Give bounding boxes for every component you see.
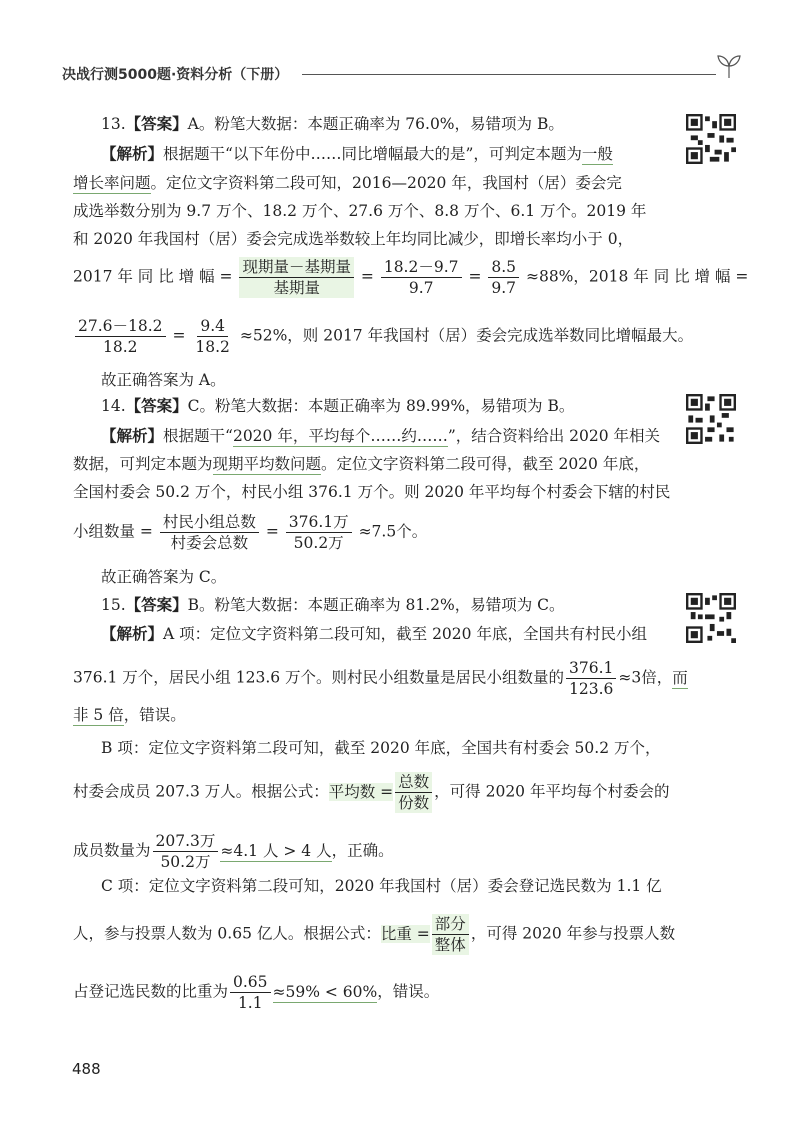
- q15-answer-line: 15.【答案】B。粉笔大数据：本题正确率为 81.2%，易错项为 C。: [101, 595, 565, 614]
- qr-code-icon[interactable]: [686, 593, 736, 643]
- fraction: $\frac{27.6-18.2}{18.2}$: [75, 316, 166, 357]
- book-title: 决战行测5000题·资料分析（下册）: [62, 67, 289, 83]
- q13-analysis-line-3: 成选举数分别为 9.7 万个、18.2 万个、27.6 万个、8.8 万个、6.1 万个。2019 年: [73, 202, 647, 220]
- fraction: $\frac{\text{村民小组总数}}{\text{村委会总数}}$: [160, 512, 259, 553]
- q13-formula-line-2: $\frac{27.6-18.2}{18.2}$ = $\frac{9.4}{18.2}$ ≈52%，则 2017 年我国村（居）委会完成选举数同比增幅最大。: [73, 316, 663, 357]
- q14-formula-line: 小组数量 = $\frac{\text{村民小组总数}}{\text{村委会总数}}$ = $\frac{\text{376.1万}}{\text{50.2万}}$ ≈7.5个。: [73, 513, 428, 552]
- q13-conclusion: 故正确答案为 A。: [101, 371, 226, 389]
- fraction: $\frac{8.5}{9.7}$: [488, 257, 519, 298]
- q15-analysis-b-line-3: 成员数量为 $\frac{\text{207.3万}}{\text{50.2万}}$ ≈4.1 人 > 4 人，正确。: [73, 832, 394, 871]
- q15-analysis-a-line-1: 【解析】A 项：定位文字资料第二段可知，截至 2020 年底，全国共有村民小组: [101, 624, 647, 643]
- q14-conclusion: 故正确答案为 C。: [101, 568, 227, 586]
- header-rule: [302, 74, 716, 75]
- running-header: [62, 64, 752, 86]
- q15-analysis-a-line-2: 376.1 万个，居民小组 123.6 万个。则村民小组数量是居民小组数量的 $\frac{376.1}{123.6}$ ≈3倍，而: [73, 659, 688, 698]
- q14-answer-line: 14.【答案】C。粉笔大数据：本题正确率为 89.99%，易错项为 B。: [101, 396, 575, 415]
- q15-analysis-c-line-3: 占登记选民数的比重为 $\frac{0.65}{1.1}$ ≈59% < 60%，错误。: [73, 973, 440, 1012]
- qr-code-icon[interactable]: [686, 114, 736, 164]
- fraction: $\frac{\text{部分}}{\text{整体}}$: [432, 914, 469, 955]
- q13-formula-line-1: 2017 年 同 比 增 幅 = $\frac{\text{现期量－基期量}}{\text{基期量}}$ = $\frac{18.2-9.7}{9.7}$ = $\frac{8.5}{9.7}$ ≈88%，2018 年 同 比 增 幅 =: [73, 258, 749, 297]
- q15-analysis-b-line-1: B 项：定位文字资料第二段可知，截至 2020 年底，全国共有村委会 50.2 万个，: [101, 739, 661, 757]
- fraction: $\frac{\text{总数}}{\text{份数}}$: [395, 772, 432, 813]
- fraction: $\frac{0.65}{1.1}$: [230, 972, 271, 1013]
- q13-answer-line: 13.【答案】A。粉笔大数据：本题正确率为 76.0%，易错项为 B。: [101, 114, 564, 133]
- q13-analysis-line-1: 【解析】根据题干“以下年份中……同比增幅最大的是”，可判定本题为一般: [101, 144, 613, 163]
- page-number: 488: [72, 1060, 101, 1078]
- fraction: $\frac{\text{207.3万}}{\text{50.2万}}$: [153, 831, 219, 872]
- q14-analysis-line-1: 【解析】根据题干“2020 年，平均每个……约……”，结合资料给出 2020 年相关: [101, 426, 661, 445]
- fraction: $\frac{\text{376.1万}}{\text{50.2万}}$: [286, 512, 352, 553]
- q15-analysis-c-line-1: C 项：定位文字资料第二段可知，2020 年我国村（居）委会登记选民数为 1.1 亿: [101, 877, 662, 895]
- fraction: $\frac{18.2-9.7}{9.7}$: [381, 257, 462, 298]
- q13-analysis-line-2: 增长率问题。定位文字资料第二段可知，2016—2020 年，我国村（居）委会完: [73, 174, 622, 192]
- sprout-icon: [714, 50, 744, 80]
- q14-analysis-line-2: 数据，可判定本题为现期平均数问题。定位文字资料第二段可得，截至 2020 年底，: [73, 455, 650, 473]
- q15-analysis-c-line-2: 人，参与投票人数为 0.65 亿人。根据公式：比重 = $\frac{\text{部分}}{\text{整体}}$ ，可得 2020 年参与投票人数: [73, 915, 676, 954]
- fraction: $\frac{9.4}{18.2}$: [195, 317, 230, 356]
- q14-analysis-line-3: 全国村委会 50.2 万个，村民小组 376.1 万个。则 2020 年平均每个村委会下辖的村民: [73, 483, 671, 501]
- fraction: $\frac{\text{现期量－基期量}}{\text{基期量}}$: [239, 257, 354, 298]
- q15-analysis-b-line-2: 村委会成员 207.3 万人。根据公式：平均数 = $\frac{\text{总数}}{\text{份数}}$ ，可得 2020 年平均每个村委会的: [73, 773, 670, 812]
- fraction: $\frac{376.1}{123.6}$: [566, 658, 616, 699]
- q13-analysis-line-4: 和 2020 年我国村（居）委会完成选举数较上年均同比减少，即增长率均小于 0，: [73, 230, 634, 248]
- qr-code-icon[interactable]: [686, 394, 736, 444]
- q15-analysis-a-line-3: 非 5 倍，错误。: [73, 706, 186, 724]
